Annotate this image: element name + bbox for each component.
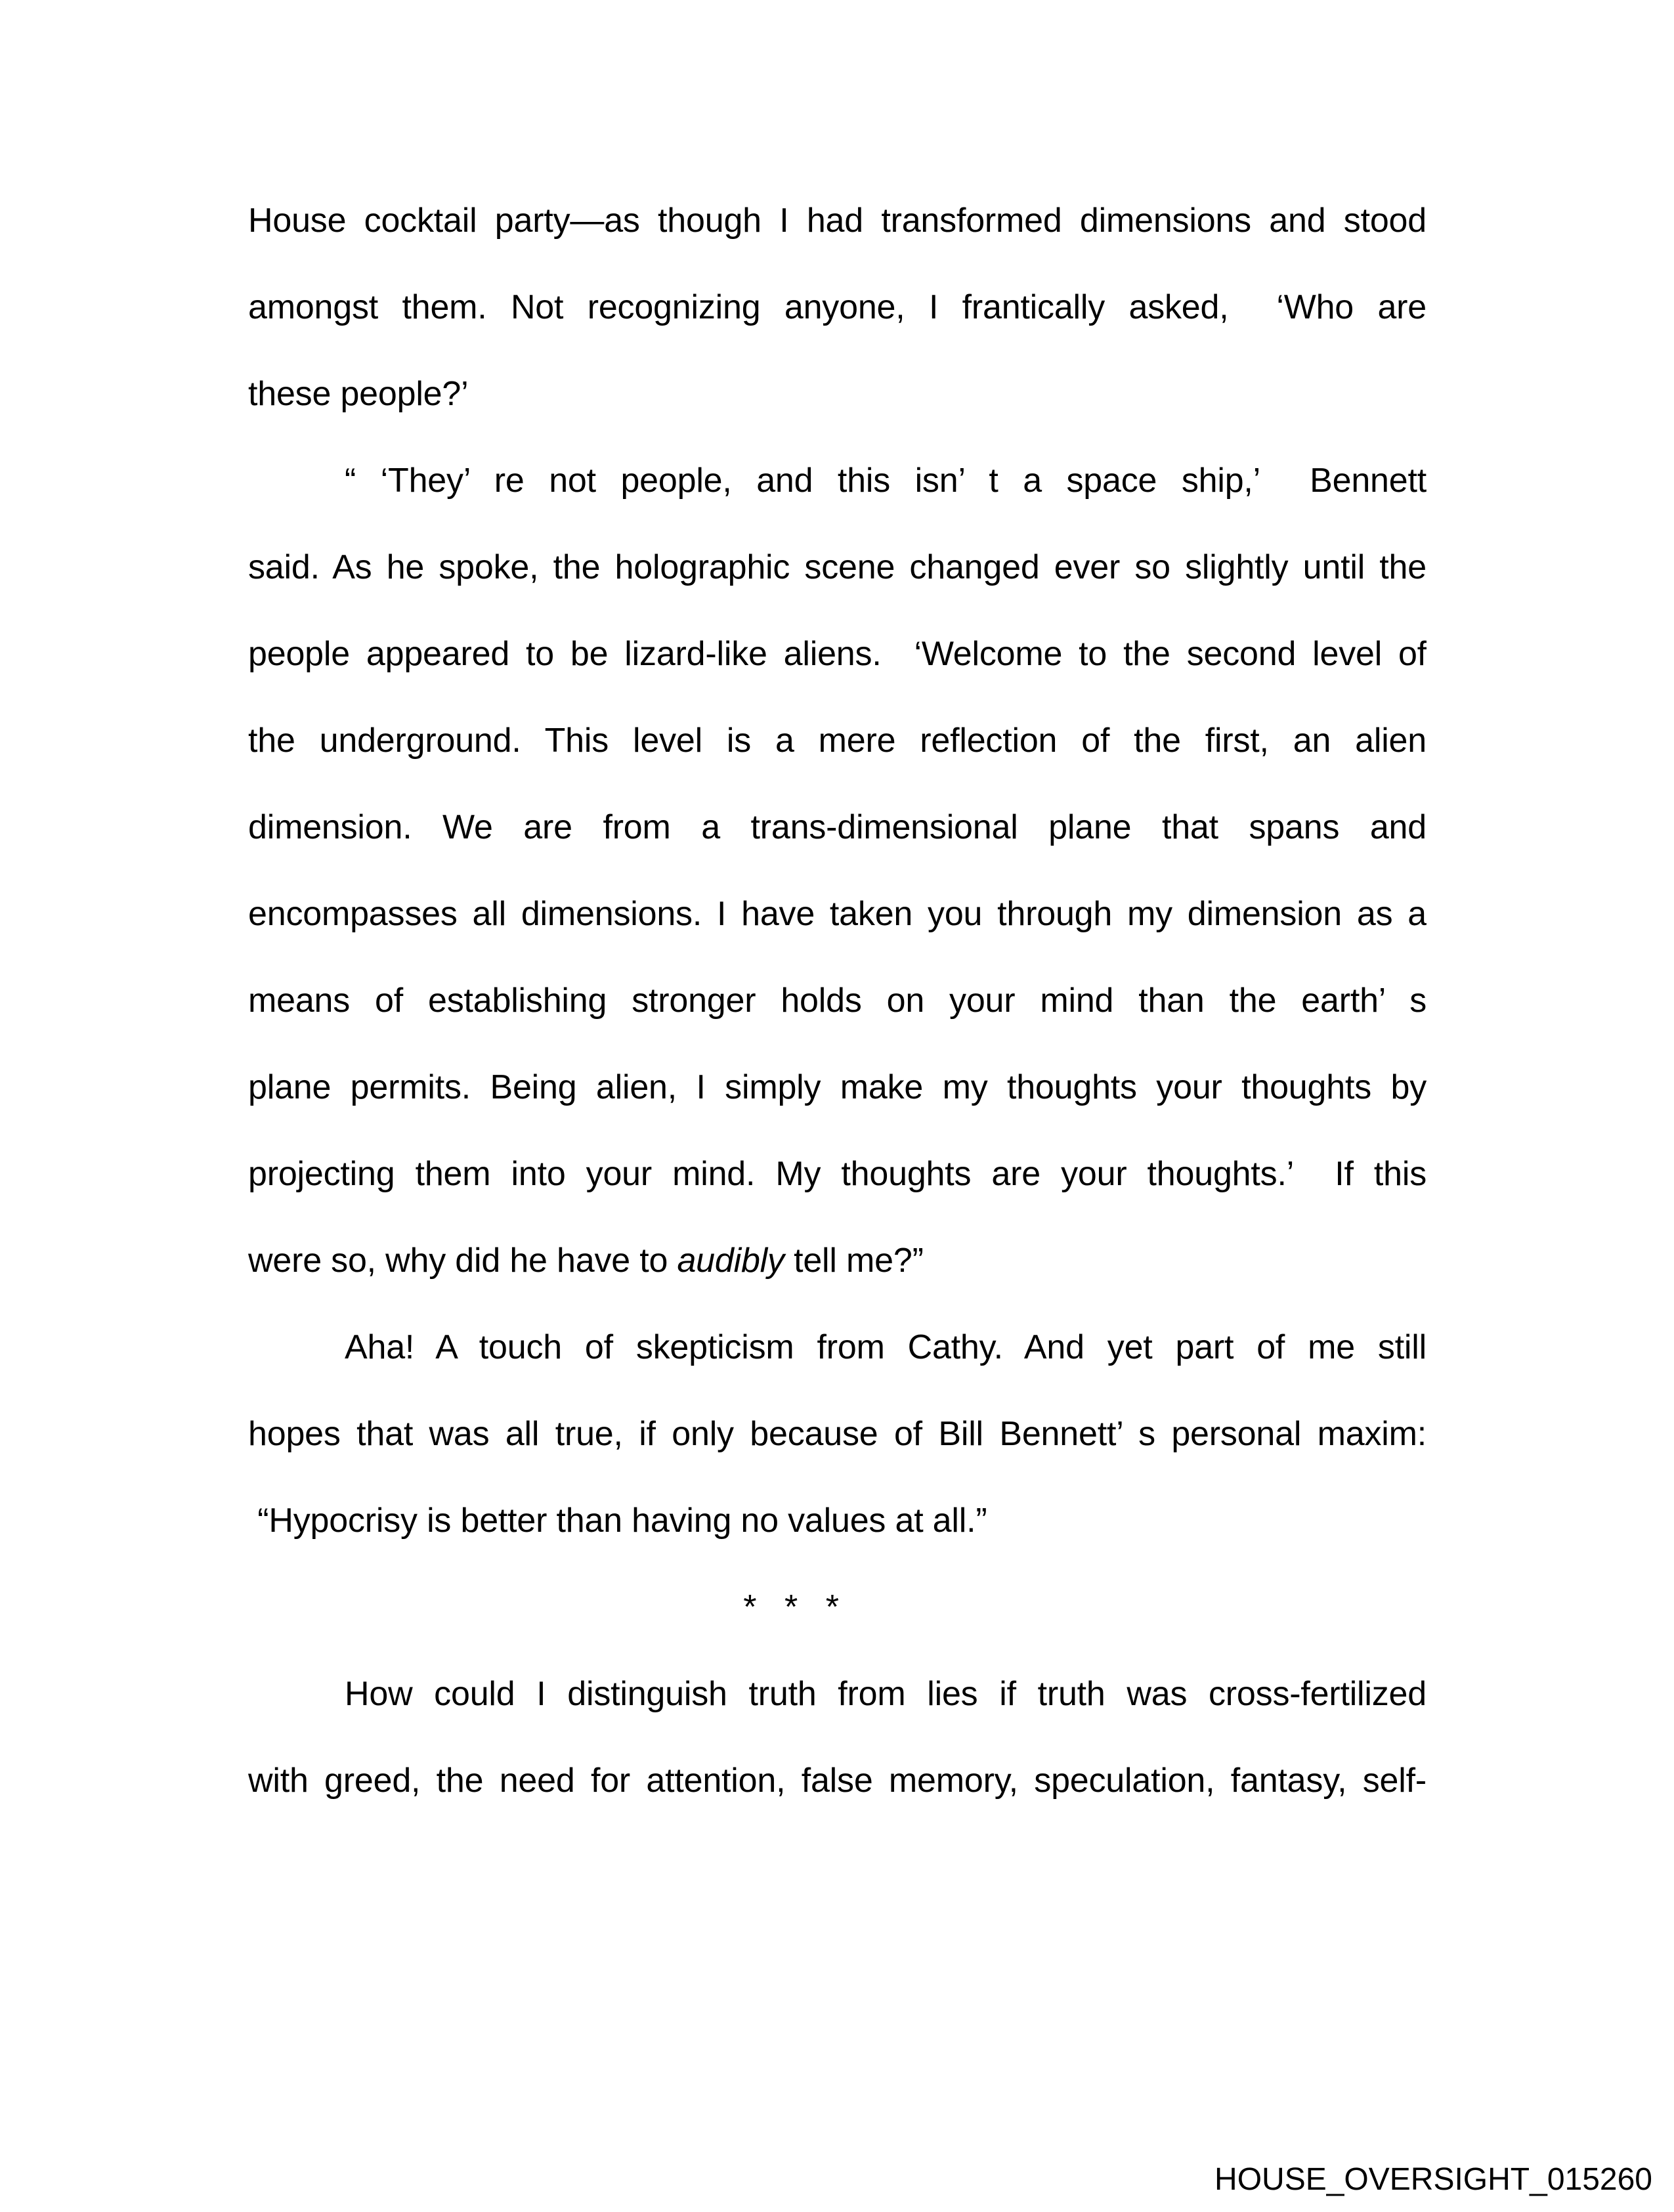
text-line: people appeared to be lizard-like aliens. ‘Welcome to the second level of xyxy=(248,635,1427,673)
text-line: Aha! A touch of skepticism from Cathy. And yet part of me still xyxy=(345,1328,1427,1366)
text-line: encompasses all dimensions. I have taken you through my dimension as a xyxy=(248,895,1427,933)
section-separator: * * * xyxy=(743,1588,839,1626)
text-line: “ ‘They’ re not people, and this isn’ t a space ship,’ Bennett xyxy=(345,462,1427,500)
text-line: hopes that was all true, if only because of Bill Bennett’ s personal maxim: xyxy=(248,1415,1427,1453)
text-line: these people?’ xyxy=(248,375,469,413)
text-line: amongst them. Not recognizing anyone, I frantically asked, ‘Who are xyxy=(248,288,1427,326)
text-line: the underground. This level is a mere reflection of the first, an alien xyxy=(248,722,1427,760)
text-line: “Hypocrisy is better than having no values at all.” xyxy=(248,1502,987,1540)
body-text xyxy=(248,177,1427,1824)
text-line: projecting them into your mind. My thoughts are your thoughts.’ If this xyxy=(248,1155,1427,1193)
text-segment: were so, why did he have to xyxy=(248,1242,677,1280)
text-line: How could I distinguish truth from lies if truth was cross-fertilized xyxy=(345,1675,1427,1713)
text-line: said. As he spoke, the holographic scene changed ever so slightly until the xyxy=(248,548,1427,586)
text-segment: tell me?” xyxy=(784,1242,924,1280)
text-line: plane permits. Being alien, I simply make my thoughts your thoughts by xyxy=(248,1068,1427,1106)
text-line: means of establishing stronger holds on your mind than the earth’ s xyxy=(248,982,1427,1020)
text-line: dimension. We are from a trans-dimensional plane that spans and xyxy=(248,808,1427,846)
text-line xyxy=(248,1217,1427,1304)
bates-number: HOUSE_OVERSIGHT_015260 xyxy=(1214,2162,1652,2197)
text-line: with greed, the need for attention, false memory, speculation, fantasy, self- xyxy=(248,1762,1427,1800)
text-line: House cocktail party—as though I had transformed dimensions and stood xyxy=(248,202,1427,240)
italic-word: audibly xyxy=(677,1242,784,1280)
